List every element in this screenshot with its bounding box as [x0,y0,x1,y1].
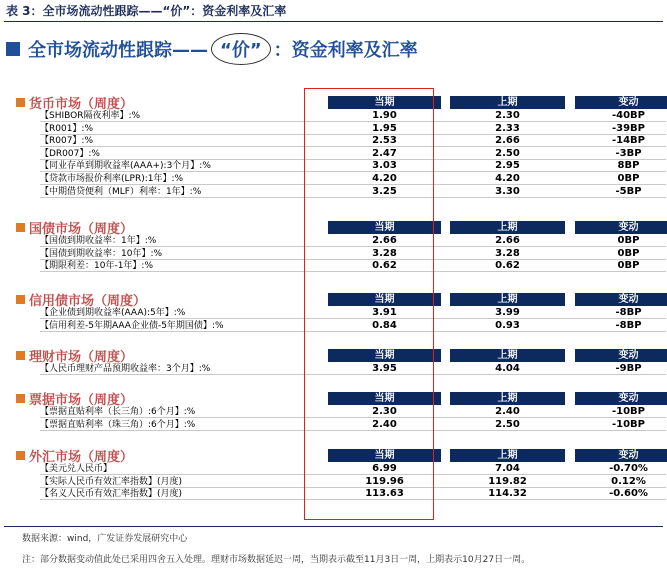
cell-previous: 7.04 [495,463,520,474]
cell-current: 1.95 [372,122,397,134]
section-square-icon [16,394,25,403]
cell-change: -5BP [615,185,642,197]
row-label: 【票据直贴利率（长三角）:6个月】:% [40,407,196,417]
column-header-previous: 上期 [450,392,565,405]
row-label: 【国债到期收益率：10年】:% [40,248,163,259]
row-label: 【信用利差-5年期AAA企业债-5年期国债】:% [40,320,224,331]
column-header-current: 当期 [328,293,441,306]
cell-previous: 2.95 [495,160,520,172]
row-label: 【DR007】:% [40,148,100,159]
row-label: 【企业债到期收益率(AAA):5年】:% [40,308,186,318]
section-square-icon [16,451,25,460]
cell-previous: 2.50 [495,418,520,430]
current-period-highlight-box [304,88,434,520]
row-label: 【名义人民币有效汇率指数】(月度) [40,489,183,500]
row-label: 【人民币理财产品预期收益率：3个月】:% [40,364,211,374]
column-header-current: 当期 [328,221,441,234]
title-square-icon [6,42,20,56]
cell-current: 119.96 [365,475,404,487]
column-header-change: 变动 [575,392,667,405]
cell-current: 1.90 [372,110,397,121]
cell-change: -8BP [615,319,642,331]
cell-previous: 114.32 [488,488,527,500]
cell-current: 2.66 [372,235,397,246]
cell-previous: 3.99 [495,307,520,318]
cell-previous: 2.33 [495,122,520,134]
cell-change: -8BP [615,307,642,318]
section-square-icon [16,223,25,232]
row-label: 【实际人民币有效汇率指数】(月度) [40,476,183,487]
title-prefix: 全市场流动性跟踪—— [28,40,208,61]
cell-current: 113.63 [365,488,404,500]
cell-current: 2.47 [372,147,397,159]
column-header-change: 变动 [575,221,667,234]
cell-previous: 0.62 [495,260,520,272]
cell-current: 3.25 [372,185,397,197]
column-header-change: 变动 [575,293,667,306]
section-square-icon [16,295,25,304]
row-label: 【票据直贴利率（珠三角）:6个月】:% [40,419,196,430]
column-header-current: 当期 [328,449,441,462]
row-label: 【期限利差：10年-1年】:% [40,261,154,272]
row-label: 【国债到期收益率：1年】:% [40,236,157,246]
row-label: 【美元兑人民币】 [40,464,113,474]
cell-change: -39BP [611,122,646,134]
row-label: 【中期借贷便利（MLF）利率：1年】:% [40,186,202,197]
page-title [6,32,418,66]
cell-change: 0BP [617,260,640,272]
cell-change: -0.70% [609,463,648,474]
section-title-text: 外汇市场（周度） [29,450,134,465]
section-title-text: 信用债市场（周度） [29,294,147,309]
cell-current: 2.53 [372,135,397,147]
cell-change: -40BP [611,110,646,121]
title-suffix: ：资金利率及汇率 [273,40,418,61]
section-title-text: 国债市场（周度） [29,222,134,237]
column-header-current: 当期 [328,96,441,109]
column-header-change: 变动 [575,449,667,462]
cell-current: 3.95 [372,363,397,374]
row-label: 【R001】:% [40,123,94,134]
cell-change: 0BP [617,247,640,259]
column-header-previous: 上期 [450,221,565,234]
cell-change: 8BP [617,160,640,172]
source-note: 数据来源：wind，广发证券发展研究中心 [22,534,188,544]
cell-previous: 2.30 [495,110,520,121]
footnote: 注：部分数据变动值此处已采用四舍五入处理。理财市场数据延迟一周，当期表示截至11月3日一周，上期表示10月27日一周。 [22,555,531,565]
column-header-current: 当期 [328,349,441,362]
cell-previous: 4.04 [495,363,520,374]
cell-change: -10BP [611,418,646,430]
cell-previous: 2.50 [495,147,520,159]
row-label: 【贷款市场报价利率(LPR):1年】:% [40,174,184,184]
column-header-previous: 上期 [450,349,565,362]
cell-current: 0.62 [372,260,397,272]
cell-previous: 119.82 [488,475,527,487]
cell-current: 2.30 [372,406,397,417]
section-title-text: 理财市场（周度） [29,350,134,365]
footer-divider [4,526,663,527]
cell-change: -9BP [615,363,642,374]
section-square-icon [16,98,25,107]
row-label: 【R007】:% [40,136,94,147]
row-label: 【SHIBOR隔夜利率】:% [40,111,141,121]
cell-change: 0.12% [611,475,646,487]
cell-previous: 3.28 [495,247,520,259]
column-header-previous: 上期 [450,449,565,462]
title-circled-word: “价” [211,33,271,65]
cell-current: 6.99 [372,463,397,474]
section-title-text: 票据市场（周度） [29,393,134,408]
cell-previous: 3.30 [495,185,520,197]
column-header-change: 变动 [575,349,667,362]
table-caption: 表 3：全市场流动性跟踪——“价”：资金利率及汇率 [4,3,663,22]
cell-change: -0.60% [609,488,648,500]
cell-previous: 2.66 [495,235,520,246]
cell-change: -3BP [615,147,642,159]
section-square-icon [16,351,25,360]
cell-current: 0.84 [372,319,397,331]
cell-previous: 2.66 [495,135,520,147]
cell-previous: 0.93 [495,319,520,331]
cell-previous: 4.20 [495,173,520,184]
cell-current: 3.28 [372,247,397,259]
section-title-text: 货币市场（周度） [29,97,134,112]
cell-previous: 2.40 [495,406,520,417]
cell-change: -10BP [611,406,646,417]
cell-current: 3.03 [372,160,397,172]
row-label: 【同业存单到期收益率(AAA+):3个月】:% [40,161,211,172]
cell-current: 3.91 [372,307,397,318]
cell-change: 0BP [617,173,640,184]
cell-current: 2.40 [372,418,397,430]
column-header-change: 变动 [575,96,667,109]
column-header-current: 当期 [328,392,441,405]
column-header-previous: 上期 [450,293,565,306]
cell-change: 0BP [617,235,640,246]
cell-current: 4.20 [372,173,397,184]
column-header-previous: 上期 [450,96,565,109]
cell-change: -14BP [611,135,646,147]
